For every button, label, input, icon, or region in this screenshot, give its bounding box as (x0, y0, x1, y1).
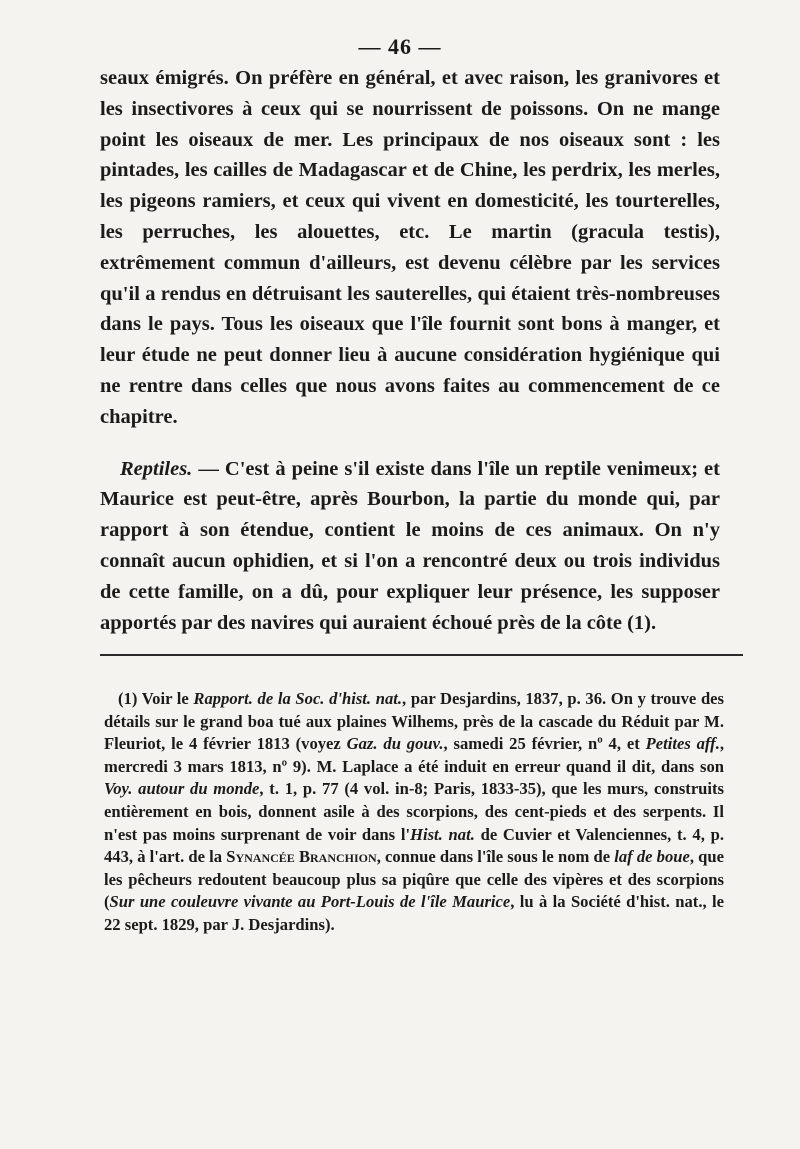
paragraph-reptiles (100, 454, 720, 639)
paragraph-birds: seaux émigrés. On préfère en général, et avec raison, les granivores et les insectivores à ceux qui se nourrissent de poissons. On ne mange point les oiseaux de mer. Les principaux de nos oiseaux sont : les pintades, les cailles de Madagascar et de Chine, les perdrix, les merles, les pigeons ramiers, et ceux qui vivent en domesticité, les tourterelles, les perruches, les alouettes, etc. Le martin (gracula testis), extrêmement commun d'ailleurs, est devenu célèbre par les services qu'il a rendus en détruisant les sauterelles, qui étaient très-nombreuses dans le pays. Tous les oiseaux que l'île fournit sont bons à manger, et leur étude ne peut donner lieu à aucune considération hygiénique qui ne rentre dans celles que nous avons faites au commencement de ce chapitre. (100, 67, 720, 428)
footnote-text: , lu à la Société d'hist. nat., le 22 sept. 1829, par J. Desjardins). (104, 892, 724, 934)
footnote (104, 688, 724, 937)
footnote-text: , par Desjardins, 1837, p. 36. On y trouve des détails sur le grand boa tué aux plaines Wilhems, près de la cascade du Réduit par M. Fleuriot, le 4 février 1813 (voyez (104, 689, 725, 754)
footnote-divider (100, 654, 743, 656)
reptiles-heading: Reptiles. (120, 457, 193, 480)
footnote-citation: Sur une couleuvre vivante au Port-Louis de l'île Maurice (109, 892, 511, 912)
main-text (100, 63, 720, 638)
footnote-citation: Hist. nat. (410, 824, 475, 844)
footnote-paragraph (104, 688, 724, 937)
footnote-text: de Cuvier et Valenciennes, t. 4, p. 443, à l'art. de la (104, 824, 724, 867)
footnote-species: Synancée Branchion (226, 847, 377, 867)
footnote-text: , que les pêcheurs redoutent beaucoup plus sa piqûre que celle des vipères et des scorpions ( (104, 847, 724, 912)
page-number: — 46 — (358, 34, 442, 59)
footnote-text: , mercredi 3 mars 1813, nº 9). M. Laplace a été induit en erreur quand il dit, dans son (104, 734, 724, 776)
footnote-citation: Rapport. de la Soc. d'hist. nat. (193, 689, 403, 708)
footnote-text: , connue dans l'île sous le nom de (376, 847, 615, 867)
footnote-citation: Gaz. du gouv. (346, 734, 444, 754)
footnote-text: (1) Voir le (118, 689, 194, 708)
footnote-citation: laf de boue (614, 847, 690, 867)
footnote-text: , samedi 25 février, nº 4, et (443, 734, 646, 754)
footnote-citation: Petites aff. (645, 734, 720, 754)
footnote-citation: Voy. autour du monde (104, 779, 260, 799)
reptiles-text: — C'est à peine s'il existe dans l'île un reptile venimeux; et Maurice est peut-être, après Bourbon, la partie du monde qui, par rapport à son étendue, contient le moins de ces animaux. On n'y connaît aucun ophidien, et si l'on a rencontré deux ou trois individus de cette famille, on a dû, pour expliquer leur présence, les supposer apportés par des navires qui auraient échoué près de la côte (1). (100, 457, 720, 634)
footnote-text: , t. 1, p. 77 (4 vol. in-8; Paris, 1833-35), que les murs, construits entièrement en bois, donnent asile à des scorpions, des cent-pieds et des serpents. Il n'est pas moins surprenant de voir dans l' (104, 779, 725, 844)
